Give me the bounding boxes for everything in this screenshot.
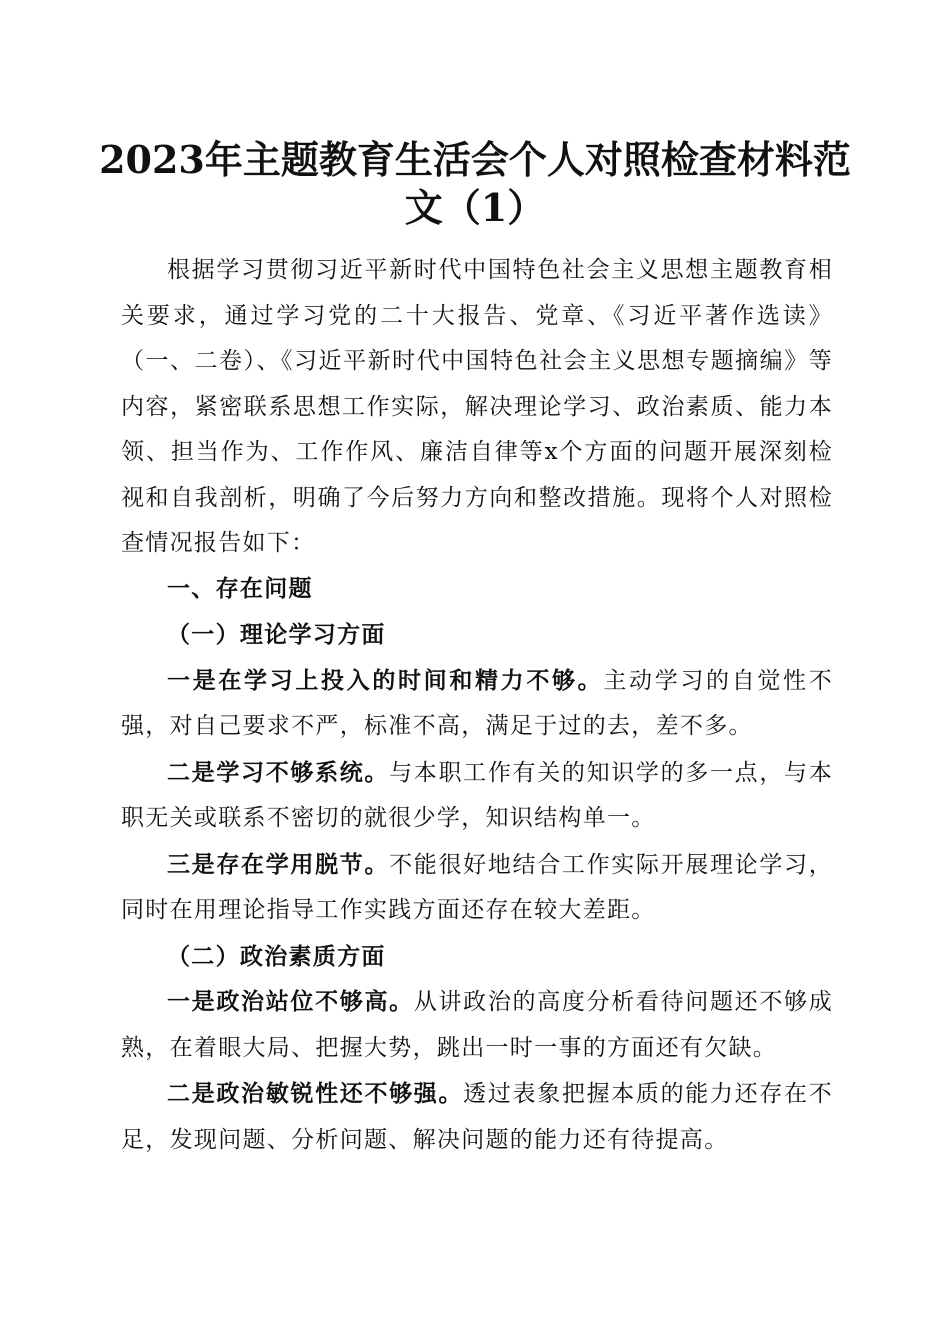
document-body [121, 248, 833, 1163]
theory-item-3-text: 不能很好地结合工作实际开展理论学习，同时在用理论指导工作实践方面还存在较大差距。 [121, 851, 833, 923]
theory-item-1 [121, 658, 833, 750]
theory-item-2-lead: 二是学习不够系统。 [167, 758, 390, 786]
section-heading-problems: 一、存在问题 [167, 575, 313, 602]
intro-paragraph: 根据学习贯彻习近平新时代中国特色社会主义思想主题教育相关要求，通过学习党的二十大报告、党章、《习近平著作选读》（一、二卷）、《习近平新时代中国特色社会主义思想专题摘编》等内容，紧密联系思想工作实际，解决理论学习、政治素质、能力本领、担当作为、工作作风、廉洁自律等x个方面的问题开展深刻检视和自我剖析，明确了今后努力方向和整改措施。现将个人对照检查情况报告如下： [121, 257, 833, 556]
subsection-heading-theory-study: （一）理论学习方面 [167, 621, 386, 648]
subsection-heading-political-quality: （二）政治素质方面 [167, 942, 386, 970]
political-item-2-text: 透过表象把握本质的能力还存在不足，发现问题、分析问题、解决问题的能力还有待提高。 [121, 1081, 833, 1153]
political-item-2 [121, 1071, 833, 1163]
document-title: 2023年主题教育生活会个人对照检查材料范文（1） [99, 137, 851, 230]
theory-item-2 [121, 750, 833, 842]
theory-item-3-lead: 三是存在学用脱节。 [167, 850, 390, 878]
political-item-1-lead: 一是政治站位不够高。 [167, 988, 414, 1015]
theory-item-3 [121, 842, 833, 934]
political-item-1-text: 从讲政治的高度分析看待问题还不够成熟，在着眼大局、把握大势，跳出一时一事的方面还有欠缺。 [121, 989, 833, 1061]
political-item-1 [121, 979, 833, 1071]
theory-item-1-text: 主动学习的自觉性不强，对自己要求不严，标准不高，满足于过的去，差不多。 [121, 667, 833, 739]
theory-item-1-lead: 一是在学习上投入的时间和精力不够。 [167, 666, 604, 694]
political-item-2-lead: 二是政治敏锐性还不够强。 [167, 1080, 464, 1107]
theory-item-2-text: 与本职工作有关的知识学的多一点，与本职无关或联系不密切的就很少学，知识结构单一。 [121, 759, 833, 831]
